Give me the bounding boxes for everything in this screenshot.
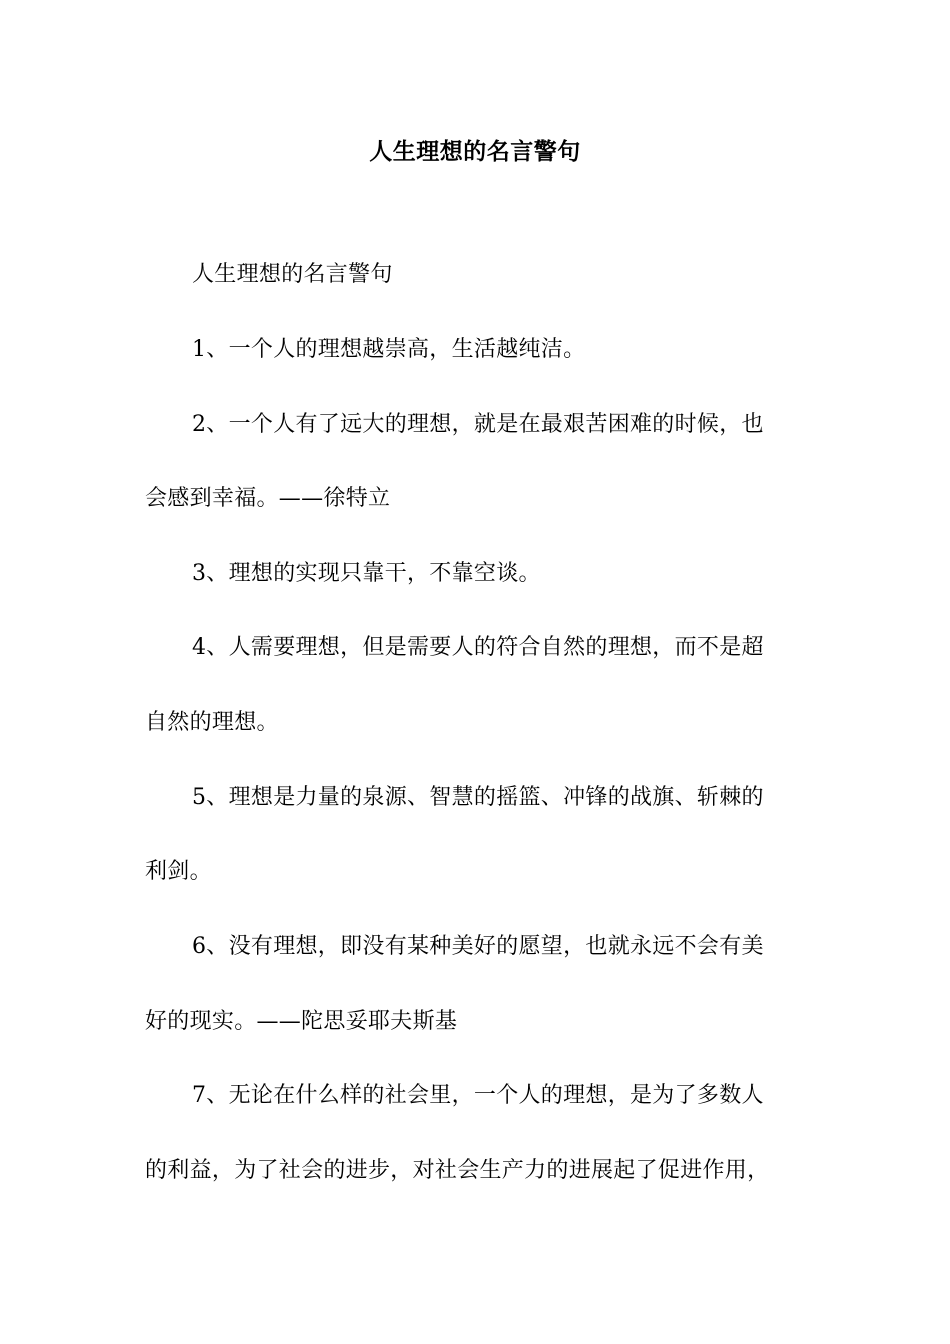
quote-line: 的利益，为了社会的进步，对社会生产力的进展起了促进作用， [145,1158,770,1183]
quote-line: 2、一个人有了远大的理想，就是在最艰苦困难的时候，也 [192,412,764,437]
quote-line: 利剑。 [145,859,212,884]
quote-line: 7、无论在什么样的社会里，一个人的理想，是为了多数人 [192,1083,764,1108]
quote-line: 3、理想的实现只靠干，不靠空谈。 [192,561,541,586]
quote-line: 5、理想是力量的泉源、智慧的摇篮、冲锋的战旗、斩棘的 [192,785,764,810]
quote-line: 好的现实。——陀思妥耶夫斯基 [145,1009,458,1034]
document-heading: 人生理想的名言警句 [192,262,393,287]
document-title: 人生理想的名言警句 [369,138,581,165]
quote-line: 1、一个人的理想越崇高，生活越纯洁。 [192,337,586,362]
quote-line: 6、没有理想，即没有某种美好的愿望，也就永远不会有美 [192,934,764,959]
quote-line: 4、人需要理想，但是需要人的符合自然的理想，而不是超 [192,635,764,660]
quote-line: 会感到幸福。——徐特立 [145,486,391,511]
quote-line: 自然的理想。 [145,710,279,735]
